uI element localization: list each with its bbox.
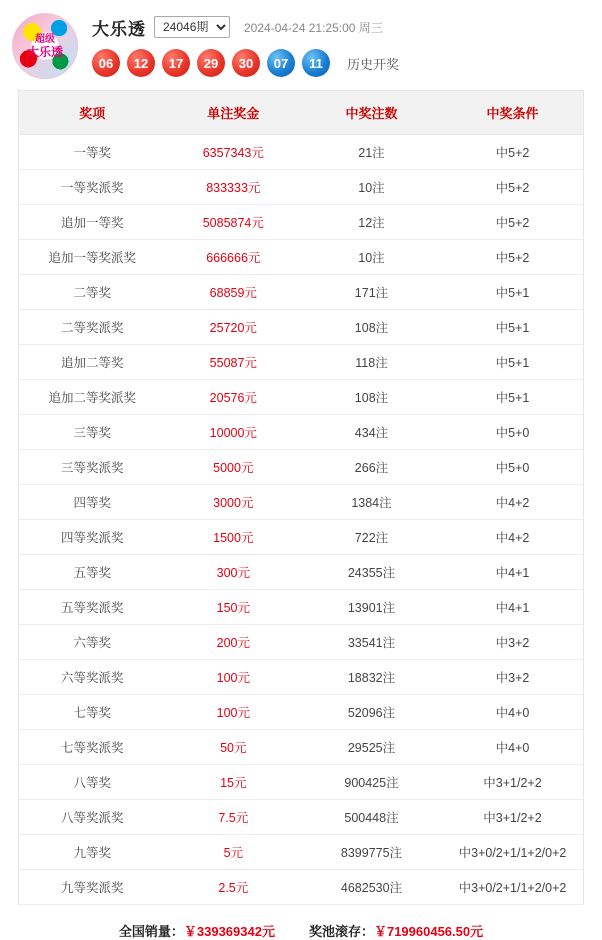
logo-text <box>13 34 77 58</box>
table-row <box>19 275 583 310</box>
cell-prize-level: 四等奖 <box>19 485 166 520</box>
game-title: 大乐透 <box>92 19 146 39</box>
cell-prize-level: 追加二等奖 <box>19 345 166 380</box>
prize-pool <box>309 921 483 940</box>
cell-prize-amount: 300元 <box>166 555 301 590</box>
cell-winning-condition: 中3+1/2+2 <box>442 765 583 800</box>
cell-prize-level: 八等奖派奖 <box>19 800 166 835</box>
cell-winning-count: 500448注 <box>301 800 442 835</box>
table-row <box>19 870 583 905</box>
national-sales-label: 全国销量： <box>118 924 184 939</box>
cell-winning-condition: 中3+0/2+1/1+2/0+2 <box>442 870 583 905</box>
cell-prize-level: 二等奖派奖 <box>19 310 166 345</box>
cell-prize-level: 追加一等奖 <box>19 205 166 240</box>
cell-prize-amount: 20576元 <box>166 380 301 415</box>
cell-winning-condition: 中5+1 <box>442 310 583 345</box>
cell-prize-level: 追加二等奖派奖 <box>19 380 166 415</box>
cell-prize-amount: 10000元 <box>166 415 301 450</box>
cell-winning-count: 52096注 <box>301 695 442 730</box>
winning-ball-6: 07 <box>267 49 295 77</box>
cell-winning-count: 434注 <box>301 415 442 450</box>
winning-numbers-row <box>92 49 590 77</box>
table-row <box>19 835 583 870</box>
table-row <box>19 660 583 695</box>
cell-winning-count: 21注 <box>301 135 442 170</box>
header-title-row <box>92 15 590 39</box>
cell-prize-amount: 1500元 <box>166 520 301 555</box>
prize-table-body <box>19 135 583 905</box>
cell-prize-level: 七等奖 <box>19 695 166 730</box>
cell-prize-level: 五等奖 <box>19 555 166 590</box>
cell-prize-level: 九等奖派奖 <box>19 870 166 905</box>
table-row <box>19 205 583 240</box>
column-header-level: 奖项 <box>19 91 166 135</box>
cell-prize-level: 四等奖派奖 <box>19 520 166 555</box>
table-header-row <box>19 91 583 135</box>
prize-table <box>19 91 583 905</box>
cell-winning-condition: 中3+2 <box>442 660 583 695</box>
prize-table-wrapper <box>18 90 584 905</box>
footer-summary <box>0 921 602 940</box>
cell-prize-level: 二等奖 <box>19 275 166 310</box>
table-row <box>19 240 583 275</box>
cell-prize-amount: 100元 <box>166 695 301 730</box>
winning-ball-4: 29 <box>197 49 225 77</box>
history-draws-link[interactable]: 历史开奖 <box>347 56 400 72</box>
cell-winning-condition: 中4+0 <box>442 730 583 765</box>
cell-winning-condition: 中5+1 <box>442 275 583 310</box>
cell-prize-level: 九等奖 <box>19 835 166 870</box>
table-row <box>19 135 583 170</box>
winning-ball-7: 11 <box>302 49 330 77</box>
column-header-amount: 单注奖金 <box>166 91 301 135</box>
winning-ball-1: 06 <box>92 49 120 77</box>
cell-prize-amount: 5085874元 <box>166 205 301 240</box>
issue-select[interactable] <box>154 16 230 38</box>
cell-prize-amount: 55087元 <box>166 345 301 380</box>
cell-prize-amount: 3000元 <box>166 485 301 520</box>
draw-time: 2024-04-24 21:25:00 周三 <box>244 20 383 35</box>
table-row <box>19 730 583 765</box>
national-sales <box>119 921 275 940</box>
cell-winning-count: 900425注 <box>301 765 442 800</box>
cell-prize-level: 一等奖 <box>19 135 166 170</box>
logo-line-1: 超级 <box>35 34 55 45</box>
column-header-condition: 中奖条件 <box>442 91 583 135</box>
cell-prize-amount: 7.5元 <box>166 800 301 835</box>
cell-prize-level: 八等奖 <box>19 765 166 800</box>
header-main <box>92 15 590 77</box>
table-row <box>19 415 583 450</box>
national-sales-value: ￥339369342元 <box>183 924 275 939</box>
cell-prize-amount: 15元 <box>166 765 301 800</box>
table-row <box>19 555 583 590</box>
prize-table-head <box>19 91 583 135</box>
cell-prize-level: 三等奖 <box>19 415 166 450</box>
cell-winning-condition: 中3+2 <box>442 625 583 660</box>
table-row <box>19 345 583 380</box>
cell-prize-level: 一等奖派奖 <box>19 170 166 205</box>
table-row <box>19 590 583 625</box>
winning-ball-5: 30 <box>232 49 260 77</box>
cell-winning-condition: 中4+2 <box>442 485 583 520</box>
prize-pool-label: 奖池滚存： <box>308 924 374 939</box>
cell-prize-amount: 6357343元 <box>166 135 301 170</box>
cell-winning-condition: 中3+0/2+1/1+2/0+2 <box>442 835 583 870</box>
cell-winning-count: 722注 <box>301 520 442 555</box>
cell-prize-level: 追加一等奖派奖 <box>19 240 166 275</box>
winning-ball-3: 17 <box>162 49 190 77</box>
table-row <box>19 765 583 800</box>
prize-pool-value: ￥719960456.50元 <box>373 924 484 939</box>
cell-winning-condition: 中5+2 <box>442 240 583 275</box>
cell-winning-condition: 中5+1 <box>442 380 583 415</box>
table-row <box>19 170 583 205</box>
cell-prize-amount: 5000元 <box>166 450 301 485</box>
cell-winning-count: 10注 <box>301 240 442 275</box>
cell-prize-amount: 5元 <box>166 835 301 870</box>
column-header-count: 中奖注数 <box>301 91 442 135</box>
cell-winning-count: 171注 <box>301 275 442 310</box>
cell-prize-amount: 25720元 <box>166 310 301 345</box>
cell-winning-condition: 中4+1 <box>442 590 583 625</box>
cell-winning-condition: 中5+2 <box>442 205 583 240</box>
cell-prize-amount: 50元 <box>166 730 301 765</box>
cell-winning-condition: 中5+0 <box>442 450 583 485</box>
cell-winning-condition: 中3+1/2+2 <box>442 800 583 835</box>
cell-winning-condition: 中4+2 <box>442 520 583 555</box>
super-lotto-logo <box>12 13 78 79</box>
cell-winning-count: 118注 <box>301 345 442 380</box>
cell-winning-condition: 中4+0 <box>442 695 583 730</box>
cell-prize-amount: 2.5元 <box>166 870 301 905</box>
page-header <box>0 0 602 90</box>
cell-winning-count: 33541注 <box>301 625 442 660</box>
cell-prize-amount: 666666元 <box>166 240 301 275</box>
cell-prize-level: 六等奖派奖 <box>19 660 166 695</box>
winning-ball-2: 12 <box>127 49 155 77</box>
cell-winning-condition: 中4+1 <box>442 555 583 590</box>
cell-prize-level: 七等奖派奖 <box>19 730 166 765</box>
table-row <box>19 800 583 835</box>
cell-prize-amount: 68859元 <box>166 275 301 310</box>
cell-prize-level: 三等奖派奖 <box>19 450 166 485</box>
cell-winning-condition: 中5+0 <box>442 415 583 450</box>
cell-winning-count: 108注 <box>301 310 442 345</box>
table-row <box>19 625 583 660</box>
table-row <box>19 310 583 345</box>
cell-winning-count: 18832注 <box>301 660 442 695</box>
table-row <box>19 485 583 520</box>
table-row <box>19 695 583 730</box>
cell-winning-condition: 中5+1 <box>442 345 583 380</box>
table-row <box>19 380 583 415</box>
cell-winning-condition: 中5+2 <box>442 170 583 205</box>
cell-prize-amount: 833333元 <box>166 170 301 205</box>
cell-winning-condition: 中5+2 <box>442 135 583 170</box>
table-row <box>19 520 583 555</box>
cell-prize-level: 六等奖 <box>19 625 166 660</box>
cell-winning-count: 13901注 <box>301 590 442 625</box>
cell-prize-level: 五等奖派奖 <box>19 590 166 625</box>
cell-prize-amount: 150元 <box>166 590 301 625</box>
cell-winning-count: 266注 <box>301 450 442 485</box>
table-row <box>19 450 583 485</box>
cell-winning-count: 10注 <box>301 170 442 205</box>
cell-winning-count: 4682530注 <box>301 870 442 905</box>
cell-winning-count: 12注 <box>301 205 442 240</box>
cell-prize-amount: 200元 <box>166 625 301 660</box>
cell-winning-count: 8399775注 <box>301 835 442 870</box>
cell-winning-count: 29525注 <box>301 730 442 765</box>
cell-winning-count: 108注 <box>301 380 442 415</box>
logo-line-2: 大乐透 <box>26 45 63 59</box>
cell-winning-count: 1384注 <box>301 485 442 520</box>
cell-winning-count: 24355注 <box>301 555 442 590</box>
cell-prize-amount: 100元 <box>166 660 301 695</box>
